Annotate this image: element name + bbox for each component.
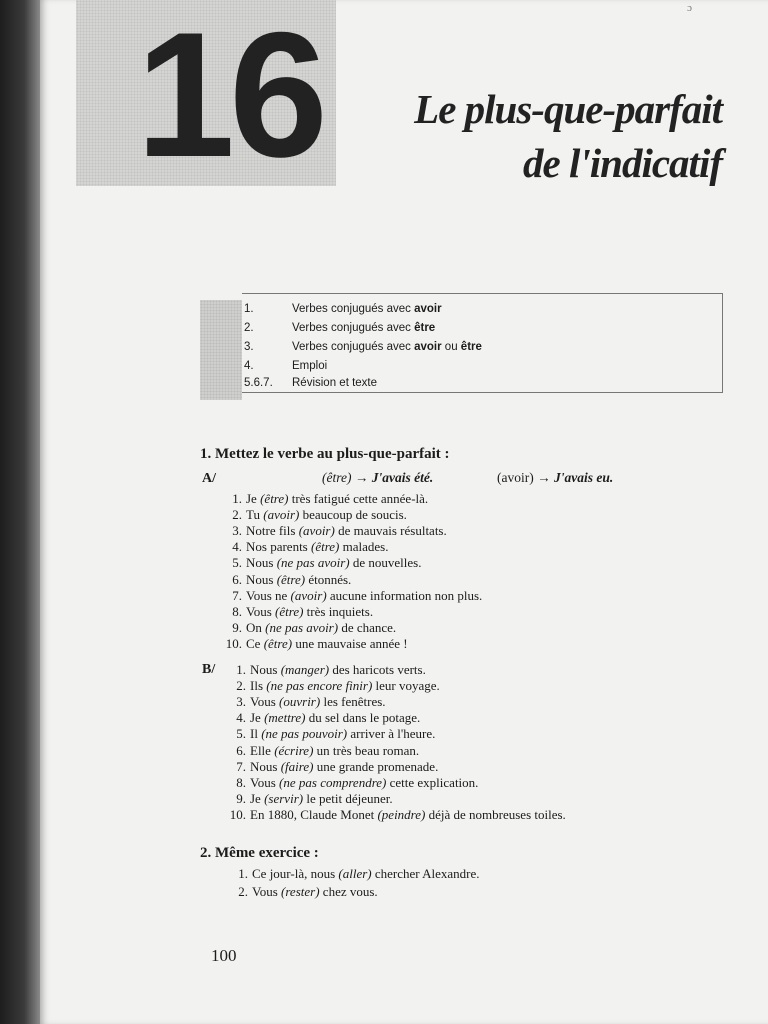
exercise-item-text: Ils (ne pas encore finir) leur voyage. xyxy=(250,678,440,694)
exercise-item-text: Je (servir) le petit déjeuner. xyxy=(250,790,393,806)
exercise-item-number: 1. xyxy=(238,866,248,881)
toc-item-text: Verbes conjugués avec être xyxy=(292,322,436,334)
exercise-item-text: On (ne pas avoir) de chance. xyxy=(246,619,397,635)
exercise-item-number: 9. xyxy=(236,790,246,806)
exercise-item-text: Nous (être) étonnés. xyxy=(246,571,352,587)
exercise-item-text: Nous (faire) une grande promenade. xyxy=(250,758,439,774)
example-2: (avoir) → J'avais eu. xyxy=(497,470,614,485)
exercise-item-text: Je (être) très fatigué cette année-là. xyxy=(246,491,429,506)
toc-shade-strip xyxy=(200,300,242,400)
exercise-item-text: Vous (ne pas comprendre) cette explication. xyxy=(250,774,479,790)
book-binding-edge xyxy=(0,0,40,1024)
part-b-label: B/ xyxy=(202,662,216,677)
exercise-item-text: Vous (rester) chez vous. xyxy=(252,884,378,899)
exercise-item-number: 6. xyxy=(232,571,242,587)
exercise-item-text: Vous (ouvrir) les fenêtres. xyxy=(250,694,386,710)
toc-item-number: 1. xyxy=(244,303,254,315)
exercise-item-text: En 1880, Claude Monet (peindre) déjà de nombreuses toiles. xyxy=(250,806,566,822)
toc-item-text: Emploi xyxy=(292,360,328,372)
toc-item-number: 3. xyxy=(244,341,254,353)
exercise-item-text: Elle (écrire) un très beau roman. xyxy=(250,742,420,758)
exercise-item-number: 5. xyxy=(236,726,246,742)
exercise-item-text: Vous ne (avoir) aucune information non plus. xyxy=(246,587,483,603)
chapter-title-line-2: de l'indicatif xyxy=(523,140,722,186)
exercise-item-number: 10. xyxy=(229,806,246,822)
corner-mark: ɔ xyxy=(687,2,692,14)
exercise-item-text: Je (mettre) du sel dans le potage. xyxy=(250,710,421,726)
exercise-item-number: 7. xyxy=(236,758,246,774)
exercise-item-number: 4. xyxy=(236,710,246,726)
exercise-1-title: 1. Mettez le verbe au plus-que-parfait : xyxy=(200,446,450,462)
exercise-item-text: Notre fils (avoir) de mauvais résultats. xyxy=(246,523,447,539)
toc-item-text: Verbes conjugués avec avoir xyxy=(292,303,442,315)
exercise-item-number: 3. xyxy=(232,523,242,539)
exercise-item-text: Nous (manger) des haricots verts. xyxy=(250,662,426,677)
part-a-label: A/ xyxy=(202,471,216,486)
toc-item-number: 2. xyxy=(244,322,254,334)
exercise-item-number: 9. xyxy=(232,619,242,635)
exercise-item-number: 2. xyxy=(236,678,246,694)
exercise-item-text: Ce jour-là, nous (aller) chercher Alexandre. xyxy=(252,866,480,881)
exercise-item-text: Il (ne pas pouvoir) arriver à l'heure. xyxy=(250,726,436,742)
exercise-item-number: 4. xyxy=(232,539,242,555)
exercise-item-number: 6. xyxy=(236,742,246,758)
toc-item-text: Verbes conjugués avec avoir ou être xyxy=(292,341,482,353)
exercise-item-number: 10. xyxy=(225,635,242,651)
example-1: (être) → J'avais été. xyxy=(322,470,434,485)
chapter-number: 16 xyxy=(136,0,322,194)
chapter-title-line-1: Le plus-que-parfait xyxy=(414,86,722,132)
exercise-item-number: 1. xyxy=(232,491,242,506)
toc-item-number: 5.6.7. xyxy=(244,377,273,389)
exercise-item-number: 2. xyxy=(238,884,248,899)
chapter-title xyxy=(414,82,722,190)
exercise-item-number: 2. xyxy=(232,507,242,523)
exercise-item-number: 8. xyxy=(232,603,242,619)
exercise-item-text: Tu (avoir) beaucoup de soucis. xyxy=(246,507,407,523)
toc-item-text: Révision et texte xyxy=(292,377,378,389)
exercise-item-text: Ce (être) une mauvaise année ! xyxy=(246,635,408,651)
exercise-item-text: Nos parents (être) malades. xyxy=(246,539,389,555)
page-number: 100 xyxy=(211,946,237,965)
exercise-item-number: 8. xyxy=(236,774,246,790)
exercise-item-number: 7. xyxy=(232,587,242,603)
exercise-item-number: 3. xyxy=(236,694,246,710)
exercise-2-title: 2. Même exercice : xyxy=(200,845,319,861)
toc-item-number: 4. xyxy=(244,360,254,372)
exercise-item-number: 1. xyxy=(236,662,246,677)
exercise-item-text: Vous (être) très inquiets. xyxy=(246,603,374,619)
table-of-contents xyxy=(242,293,723,393)
exercise-item-number: 5. xyxy=(232,555,242,571)
exercise-item-text: Nous (ne pas avoir) de nouvelles. xyxy=(246,555,422,571)
